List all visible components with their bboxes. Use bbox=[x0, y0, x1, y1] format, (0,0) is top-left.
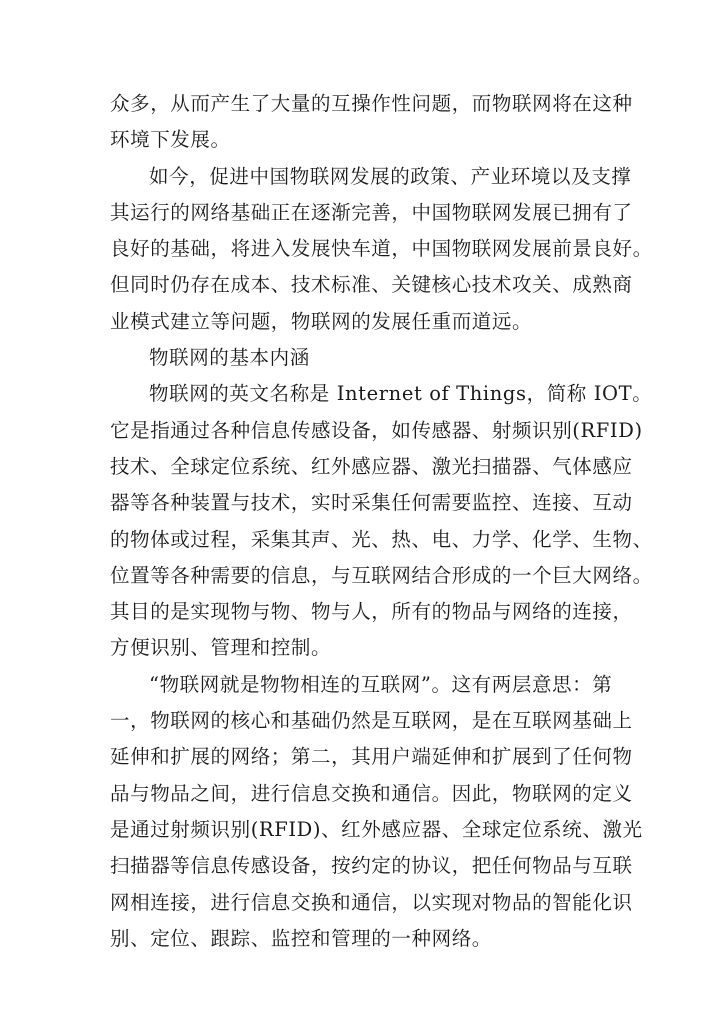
paragraph-line: 品与物品之间，进行信息交换和通信。因此，物联网的定义 bbox=[110, 781, 633, 805]
paragraph-line: 其目的是实现物与物、物与人，所有的物品与网络的连接， bbox=[110, 600, 633, 624]
paragraph-line: 但同时仍存在成本、技术标准、关键核心技术攻关、成熟商 bbox=[110, 273, 633, 297]
paragraph-line: 业模式建立等问题，物联网的发展任重而道远。 bbox=[110, 309, 533, 333]
paragraph-line: 如今，促进中国物联网发展的政策、产业环境以及支撑 bbox=[149, 164, 632, 188]
paragraph-line: “物联网就是物物相连的互联网”。这有两层意思：第 bbox=[149, 672, 613, 696]
paragraph-line: 方便识别、管理和控制。 bbox=[110, 636, 332, 660]
paragraph-line: 扫描器等信息传感设备，按约定的协议，把任何物品与互联 bbox=[110, 854, 633, 878]
paragraph-2 bbox=[110, 159, 653, 340]
paragraph-line: 良好的基础，将进入发展快车道，中国物联网发展前景良好。 bbox=[110, 237, 653, 261]
paragraph-line: 别、定位、跟踪、监控和管理的一种网络。 bbox=[110, 926, 492, 950]
paragraph-line: 技术、全球定位系统、红外感应器、激光扫描器、气体感应 bbox=[110, 454, 633, 478]
paragraph-line: 网相连接，进行信息交换和通信，以实现对物品的智能化识 bbox=[110, 890, 633, 914]
paragraph-line: 器等各种装置与技术，实时采集任何需要监控、连接、互动 bbox=[110, 491, 633, 515]
paragraph-line: 位置等各种需要的信息，与互联网结合形成的一个巨大网络。 bbox=[110, 563, 653, 587]
paragraph-line: 众多，从而产生了大量的互操作性问题，而物联网将在这种 bbox=[110, 92, 633, 115]
paragraph-3 bbox=[110, 376, 653, 666]
paragraph-4 bbox=[110, 667, 643, 957]
paragraph-line: 延伸和扩展的网络；第二，其用户端延伸和扩展到了任何物 bbox=[110, 745, 633, 769]
paragraph-line: 环境下发展。 bbox=[110, 128, 231, 152]
paragraph-line: 它是指通过各种信息传感设备，如传感器、射频识别(RFID) bbox=[110, 418, 643, 442]
section-heading: 物联网的基本内涵 bbox=[149, 346, 310, 370]
document-body bbox=[110, 86, 653, 957]
paragraph-line: 物联网的英文名称是 Internet of Things，简称 IOT。 bbox=[149, 382, 653, 406]
paragraph-line: 一，物联网的核心和基础仍然是互联网，是在互联网基础上 bbox=[110, 709, 633, 733]
paragraph-line: 其运行的网络基础正在逐渐完善，中国物联网发展已拥有了 bbox=[110, 200, 633, 224]
paragraph-1 bbox=[110, 86, 633, 159]
paragraph-line: 的物体或过程，采集其声、光、热、电、力学、化学、生物、 bbox=[110, 527, 653, 551]
paragraph-line: 是通过射频识别(RFID)、红外感应器、全球定位系统、激光 bbox=[110, 817, 643, 841]
